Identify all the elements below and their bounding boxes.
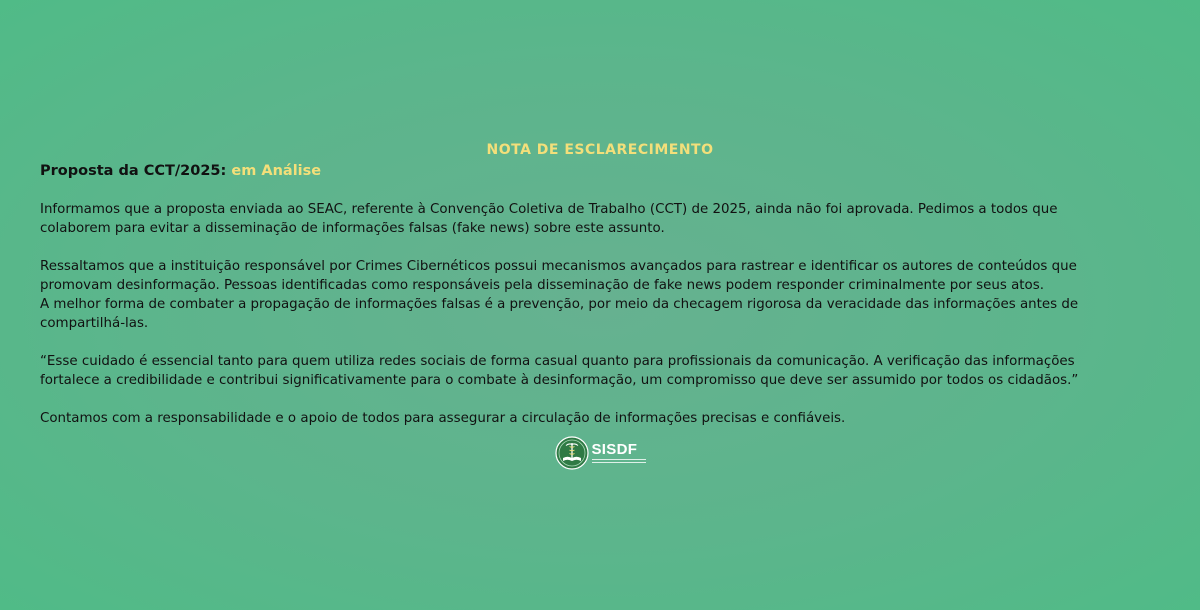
notice-subtitle: [40, 160, 1160, 182]
subtitle-prefix: Proposta da CCT/2025:: [40, 163, 227, 179]
paragraph-line: promovam desinformação. Pessoas identificadas como responsáveis pela disseminação de fake news podem responder criminalmente por seus atos.: [40, 278, 1044, 293]
notice: [40, 140, 1160, 470]
notice-title: NOTA DE ESCLARECIMENTO: [486, 142, 714, 158]
paragraph-1: [40, 200, 1160, 238]
paragraph-line: “Esse cuidado é essencial tanto para quem utiliza redes sociais de forma casual quanto para profissionais da comunicação. A verificação das informações: [40, 354, 1075, 369]
sisdf-logo: [40, 436, 1160, 470]
paragraph-line: Ressaltamos que a instituição responsável por Crimes Cibernéticos possui mecanismos avançados para rastrear e identificar os autores de conteúdos que: [40, 259, 1077, 274]
subtitle-status: em Análise: [231, 163, 322, 179]
logo-subtext-lines: [592, 459, 646, 465]
paragraph-line: Informamos que a proposta enviada ao SEAC, referente à Convenção Coletiva de Trabalho (CCT) de 2025, ainda não foi aprovada. Pedimos a todos que: [40, 202, 1058, 217]
paragraph-4: [40, 409, 1160, 428]
paragraph-line: fortalece a credibilidade e contribui significativamente para o combate à desinformação, um compromisso que deve ser assumido por todos os cidadãos.”: [40, 373, 1079, 388]
paragraph-3: [40, 352, 1160, 390]
paragraph-2: [40, 257, 1160, 333]
paragraph-line: Contamos com a responsabilidade e o apoio de todos para assegurar a circulação de informações precisas e confiáveis.: [40, 411, 846, 426]
paragraph-line: compartilhá-las.: [40, 316, 149, 331]
logo-text: [592, 442, 646, 465]
paragraph-line: A melhor forma de combater a propagação de informações falsas é a prevenção, por meio da checagem rigorosa da veracidade das informações antes de: [40, 297, 1079, 312]
caduceus-book-emblem-icon: [555, 436, 589, 470]
paragraph-line: colaborem para evitar a disseminação de informações falsas (fake news) sobre este assunto.: [40, 221, 665, 236]
logo-name: SISDF: [591, 440, 638, 458]
